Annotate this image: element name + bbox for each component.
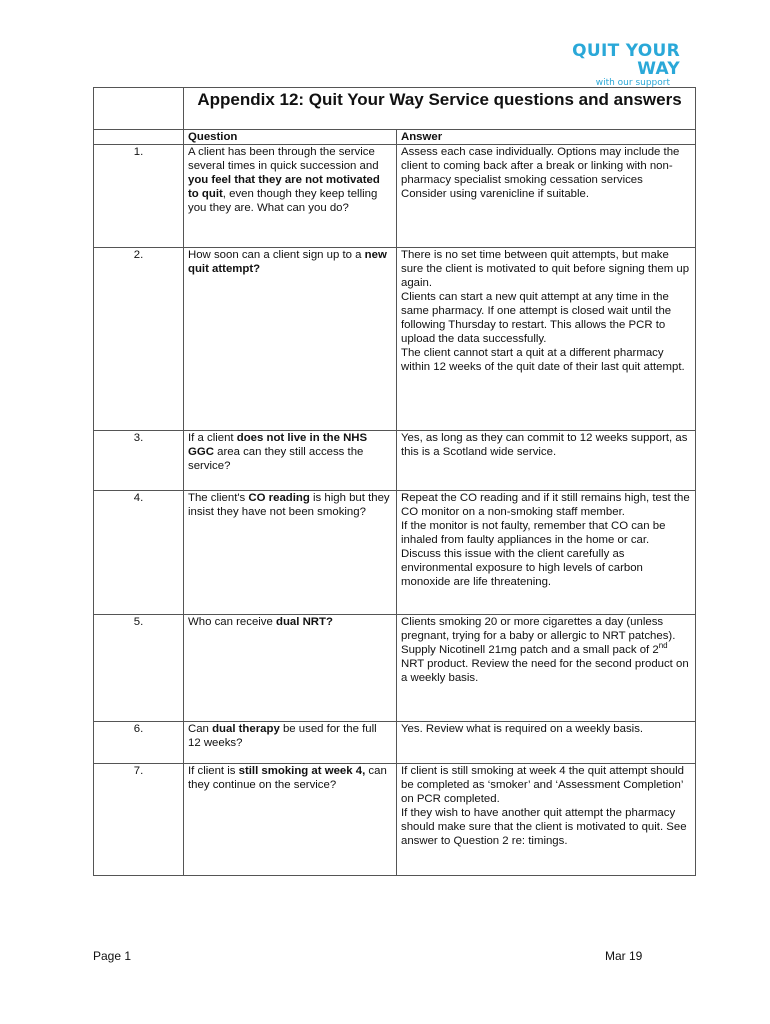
qa-row: [94, 145, 696, 248]
row-number: 3.: [94, 431, 184, 491]
qa-row: [94, 615, 696, 722]
blank-title-cell: [94, 88, 184, 130]
page-title: Appendix 12: Quit Your Way Service questions and answers: [184, 88, 696, 130]
qa-row: [94, 431, 696, 491]
answer-cell: Clients smoking 20 or more cigarettes a day (unless pregnant, trying for a baby or allergic to NRT patches). Supply Nicotinell 21mg patch and a small pack of 2nd NRT product. Review the need for the second product on a weekly basis.: [397, 615, 696, 722]
answer-cell: Yes, as long as they can commit to 12 weeks support, as this is a Scotland wide service.: [397, 431, 696, 491]
blank-header-cell: [94, 130, 184, 145]
answer-header: Answer: [397, 130, 696, 145]
quit-your-way-logo: [540, 42, 680, 89]
qa-row: [94, 722, 696, 764]
header-row: [94, 130, 696, 145]
question-cell: The client's CO reading is high but they insist they have not been smoking?: [184, 491, 397, 615]
qa-row: [94, 491, 696, 615]
question-cell: How soon can a client sign up to a new quit attempt?: [184, 248, 397, 431]
page-number: Page 1: [93, 949, 132, 963]
answer-cell: If client is still smoking at week 4 the quit attempt should be completed as ‘smoker’ and ‘Assessment Completion’ on PCR completed. If they wish to have another quit attempt the pharmacy should make sure that the client is motivated to quit. See answer to Question 2 re: timings.: [397, 764, 696, 876]
row-number: 1.: [94, 145, 184, 248]
qa-row: [94, 248, 696, 431]
question-cell: Who can receive dual NRT?: [184, 615, 397, 722]
answer-cell: Repeat the CO reading and if it still remains high, test the CO monitor on a non-smoking staff member. If the monitor is not faulty, remember that CO can be inhaled from faulty appliances in the home or car. Discuss this issue with the client carefully as environmental exposure to high levels of carbon monoxide are life threatening.: [397, 491, 696, 615]
question-cell: If client is still smoking at week 4, can they continue on the service?: [184, 764, 397, 876]
title-row: [94, 88, 696, 130]
question-cell: A client has been through the service several times in quick succession and you feel that they are not motivated to quit, even though they keep telling you they are. What can you do?: [184, 145, 397, 248]
question-cell: Can dual therapy be used for the full 12 weeks?: [184, 722, 397, 764]
row-number: 5.: [94, 615, 184, 722]
logo-tagline: with our support: [595, 78, 670, 88]
row-number: 2.: [94, 248, 184, 431]
qa-table: [93, 87, 696, 876]
qa-row: [94, 764, 696, 876]
answer-cell: There is no set time between quit attempts, but make sure the client is motivated to quit before signing them up again. Clients can start a new quit attempt at any time in the same pharmacy. If one attempt is closed wait until the following Thursday to restart. This allows the PCR to upload the data successfully. The client cannot start a quit at a different pharmacy within 12 weeks of the quit date of their last quit attempt.: [397, 248, 696, 431]
answer-cell: Yes. Review what is required on a weekly basis.: [397, 722, 696, 764]
answer-cell: Assess each case individually. Options may include the client to coming back after a break or linking with non-pharmacy specialist smoking cessation services Consider using varenicline if suitable.: [397, 145, 696, 248]
question-cell: If a client does not live in the NHS GGC area can they still access the service?: [184, 431, 397, 491]
row-number: 6.: [94, 722, 184, 764]
question-header: Question: [184, 130, 397, 145]
row-number: 4.: [94, 491, 184, 615]
document-date: Mar 19: [605, 949, 643, 963]
logo-wordmark: QUIT YOUR WAY: [572, 41, 680, 79]
row-number: 7.: [94, 764, 184, 876]
